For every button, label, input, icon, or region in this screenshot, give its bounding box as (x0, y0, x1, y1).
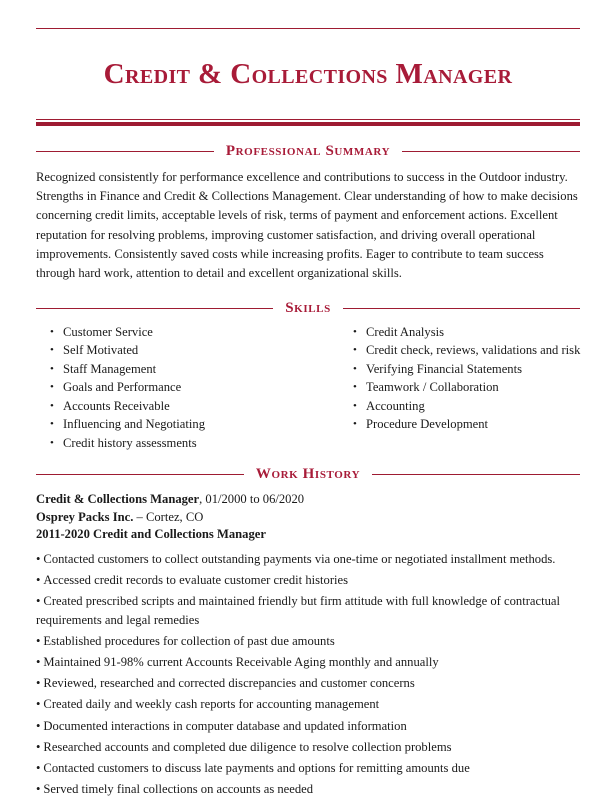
duty-text: Reviewed, researched and corrected discrepancies and customer concerns (43, 676, 415, 691)
skill-label: Goals and Performance (63, 380, 182, 395)
skill-label: Verifying Financial Statements (366, 361, 522, 376)
bullet-icon: • (353, 344, 357, 357)
section-header-professional-summary (36, 144, 580, 159)
bullet-icon: • (36, 594, 41, 609)
section-rule-left (36, 474, 244, 475)
section-header-skills (36, 301, 580, 316)
duty-text: Contacted customers to collect outstanding payments via one-time or negotiated installment methods. (43, 551, 556, 566)
skill-label: Self Motivated (63, 343, 139, 358)
bullet-icon: • (36, 633, 41, 648)
bullet-icon: • (50, 436, 54, 449)
section-rule-left (36, 308, 273, 309)
professional-summary-text: Recognized consistently for performance excellence and contributions to success in the Outdoor industry. Strengths in Finance and Credit & Collections Management. Clear understanding of how to make decisions concerning credit limits, acceptable levels of risk, terms of payment and enforcement actions. Excellent reputation for resolving problems, improving customer satisfaction, and driving overall operational improvements. Consistently saved costs while increasing profits. Eager to contribute to team success through hard work, attention to detail and excellent organizational skills. (36, 169, 578, 281)
page-title: Credit & Collections Manager (103, 58, 513, 91)
skill-label: Customer Service (63, 324, 153, 339)
list-item (36, 589, 580, 629)
skill-label: Influencing and Negotiating (63, 417, 205, 432)
skill-label: Credit Analysis (366, 324, 445, 339)
job-title: Credit & Collections Manager (36, 492, 200, 507)
list-item (36, 777, 580, 798)
bullet-icon: • (36, 782, 41, 797)
list-item (50, 397, 308, 416)
section-rule-right (402, 151, 580, 152)
duty-text: Created daily and weekly cash reports for accounting management (43, 697, 380, 712)
skills-column-right (308, 323, 580, 453)
job-dates: , 01/2000 to 06/2020 (199, 492, 305, 507)
list-item (50, 415, 308, 434)
header-top-rule (36, 28, 580, 29)
duty-text: Established procedures for collection of past due amounts (43, 633, 335, 648)
list-item (36, 568, 580, 589)
job-duties-list (36, 547, 580, 799)
duty-text: Maintained 91-98% current Accounts Receivable Aging monthly and annually (43, 654, 439, 669)
job-title-line (36, 491, 580, 509)
bullet-icon: • (36, 697, 41, 712)
duty-text: Documented interactions in computer database and updated information (43, 718, 407, 733)
bullet-icon: • (353, 325, 357, 338)
job-company-line (36, 509, 580, 527)
list-item (36, 671, 580, 692)
bullet-icon: • (353, 399, 357, 412)
section-rule-left (36, 151, 214, 152)
bullet-icon: • (50, 399, 54, 412)
list-item (50, 323, 308, 342)
list-item (36, 547, 580, 568)
bullet-icon: • (353, 381, 357, 394)
bullet-icon: • (50, 362, 54, 375)
bullet-icon: • (353, 362, 357, 375)
list-item (36, 629, 580, 650)
list-item (353, 397, 580, 416)
resume-header (36, 0, 580, 126)
list-item (353, 415, 580, 434)
duty-text: Served timely final collections on accounts as needed (43, 782, 314, 797)
skill-label: Credit history assessments (63, 435, 197, 450)
section-header-work-history (36, 467, 580, 482)
list-item (36, 756, 580, 777)
skills-columns (36, 323, 580, 453)
bullet-icon: • (50, 344, 54, 357)
bullet-icon: • (36, 551, 41, 566)
bullet-icon: • (36, 760, 41, 775)
duty-text: Accessed credit records to evaluate customer credit histories (43, 572, 348, 587)
job-location: – Cortez, CO (133, 509, 204, 524)
list-item (50, 378, 308, 397)
duty-text: Created prescribed scripts and maintained friendly but firm attitude with full knowledge of contractual requirements and legal remedies (36, 594, 560, 627)
list-item (36, 650, 580, 671)
bullet-icon: • (353, 418, 357, 431)
skill-label: Teamwork / Collaboration (366, 380, 499, 395)
job-role-line (36, 526, 580, 544)
section-title-professional-summary: Professional Summary (225, 142, 391, 159)
list-item (353, 360, 580, 379)
bullet-icon: • (36, 654, 41, 669)
section-title-skills: Skills (285, 299, 331, 316)
bullet-icon: • (36, 572, 41, 587)
list-item (50, 434, 308, 453)
list-item (36, 714, 580, 735)
skills-column-left (36, 323, 308, 453)
duty-text: Researched accounts and completed due diligence to resolve collection problems (43, 739, 452, 754)
job-entry-header (36, 491, 580, 544)
bullet-icon: • (36, 739, 41, 754)
job-company: Osprey Packs Inc. (36, 509, 134, 524)
list-item (36, 693, 580, 714)
skill-label: Accounts Receivable (63, 398, 170, 413)
skill-label: Credit check, reviews, validations and risk (366, 343, 581, 358)
section-rule-right (372, 474, 580, 475)
list-item (353, 378, 580, 397)
list-item (50, 341, 308, 360)
section-title-work-history: Work History (255, 466, 361, 483)
bullet-icon: • (50, 381, 54, 394)
list-item (36, 735, 580, 756)
skill-label: Accounting (366, 398, 425, 413)
bullet-icon: • (36, 676, 41, 691)
duty-text: Contacted customers to discuss late payments and options for remitting amounts due (43, 760, 470, 775)
header-bottom-rule-thick (36, 122, 580, 126)
bullet-icon: • (36, 718, 41, 733)
skill-label: Staff Management (63, 361, 157, 376)
list-item (50, 360, 308, 379)
job-role-range: 2011-2020 Credit and Collections Manager (36, 527, 266, 542)
skill-label: Procedure Development (366, 417, 489, 432)
list-item (353, 323, 580, 342)
section-rule-right (343, 308, 580, 309)
bullet-icon: • (50, 418, 54, 431)
bullet-icon: • (50, 325, 54, 338)
list-item (353, 341, 580, 360)
